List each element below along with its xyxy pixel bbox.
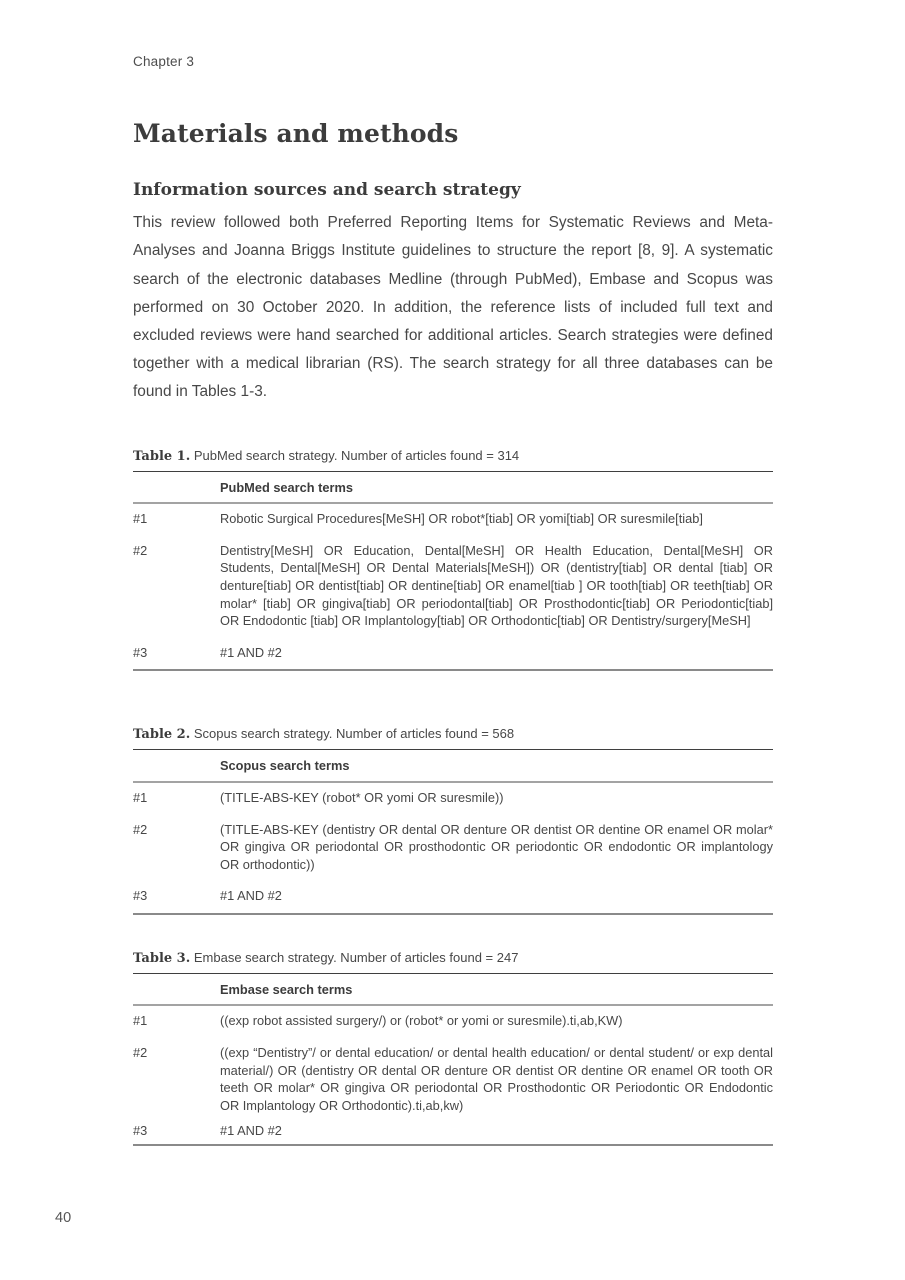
table-row: [133, 782, 773, 815]
id-column-header: [133, 973, 220, 1005]
embase-search-table: [133, 973, 773, 1146]
table-row: [133, 815, 773, 882]
table-1-block: [133, 448, 773, 672]
table-3-caption-text: Embase search strategy. Number of articles found = 247: [193, 949, 519, 965]
chapter-label: Chapter 3: [133, 54, 195, 69]
row-id: #1: [133, 1013, 148, 1029]
row-terms: ((exp “Dentistry”/ or dental education/ or dental health education/ or dental student/ or exp dental material/) OR (dentistry OR dental OR denture OR dentist OR dentine OR enamel OR tooth OR teeth OR molar* OR gingiva OR periodontal OR Prosthodontic OR Periodontic OR Endodontic OR Implantology OR Orthodontic).ti,ab,kw): [220, 1045, 773, 1113]
pubmed-search-table: [133, 471, 773, 672]
subsection-title: Information sources and search strategy: [133, 179, 521, 200]
table-2-caption: [133, 726, 773, 742]
table-row: [133, 1038, 773, 1122]
table-3-caption: [133, 950, 773, 966]
table-1-caption-text: PubMed search strategy. Number of articles found = 314: [193, 447, 520, 463]
table-2-caption-label: Table 2.: [133, 727, 191, 743]
table-row: [133, 1005, 773, 1038]
page-title: Materials and methods: [133, 119, 459, 148]
id-column-header: [133, 471, 220, 503]
row-terms: (TITLE-ABS-KEY (robot* OR yomi OR suresmile)): [220, 789, 504, 805]
table-header-row: [133, 471, 773, 503]
table-1-column-header: PubMed search terms: [220, 471, 773, 503]
table-2-column-header: Scopus search terms: [220, 750, 773, 782]
row-terms: Robotic Surgical Procedures[MeSH] OR robot*[tiab] OR yomi[tiab] OR suresmile[tiab]: [220, 511, 703, 527]
row-terms: ((exp robot assisted surgery/) or (robot* or yomi or suresmile).ti,ab,KW): [220, 1013, 623, 1029]
page-number: 40: [55, 1210, 72, 1226]
table-header-row: [133, 750, 773, 782]
row-id: #2: [133, 542, 148, 558]
table-1-caption-label: Table 1.: [133, 448, 191, 464]
row-terms: (TITLE-ABS-KEY (dentistry OR dental OR denture OR dentist OR dentine OR enamel OR molar* OR gingiva OR periodontal OR prosthodontic OR periodontic OR endodontic OR implantology OR orthodontic)): [220, 821, 773, 872]
table-row: [133, 1122, 773, 1145]
table-row: [133, 881, 773, 914]
row-id: #2: [133, 821, 148, 837]
row-id: #2: [133, 1045, 148, 1061]
row-terms: Dentistry[MeSH] OR Education, Dental[MeSH] OR Health Education, Dental[MeSH] OR Students, Dental[MeSH] OR Dental Materials[MeSH]) OR (dentistry[tiab] OR dental [tiab] OR denture[tiab] OR dentist[tiab] OR dentine[tiab] OR enamel[tiab ] OR tooth[tiab] OR teeth[tiab] OR molar* [tiab] OR gingiva[tiab] OR periodontal[tiab] OR Prosthodontic[tiab] OR Periodontic[tiab] OR Endodontic [tiab] OR Implantology[tiab] OR Orthodontic[tiab] OR Dentistry/surgery[MeSH]: [220, 542, 773, 629]
table-1-caption: [133, 448, 773, 464]
row-id: #3: [133, 644, 148, 660]
row-id: #3: [133, 1123, 148, 1139]
row-terms: #1 AND #2: [220, 644, 282, 660]
table-3-caption-label: Table 3.: [133, 950, 191, 966]
scopus-search-table: [133, 749, 773, 915]
row-terms: #1 AND #2: [220, 888, 282, 904]
table-3-block: [133, 950, 773, 1146]
page-content: [133, 0, 773, 1146]
row-id: #3: [133, 888, 148, 904]
table-2-block: [133, 726, 773, 915]
id-column-header: [133, 750, 220, 782]
table-row: [133, 638, 773, 671]
table-row: [133, 503, 773, 536]
row-id: #1: [133, 511, 148, 527]
table-2-caption-text: Scopus search strategy. Number of articles found = 568: [193, 726, 515, 742]
table-row: [133, 536, 773, 638]
row-terms: #1 AND #2: [220, 1123, 282, 1139]
table-header-row: [133, 973, 773, 1005]
row-id: #1: [133, 789, 148, 805]
table-3-column-header: Embase search terms: [220, 973, 773, 1005]
body-paragraph: This review followed both Preferred Reporting Items for Systematic Reviews and Meta-Analyses and Joanna Briggs Institute guidelines to structure the report [8, 9]. A systematic search of the electronic databases Medline (through PubMed), Embase and Scopus was performed on 30 October 2020. In addition, the reference lists of included full text and excluded reviews were hand searched for additional articles. Search strategies were defined together with a medical librarian (RS). The search strategy for all three databases can be found in Tables 1-3.: [133, 214, 773, 401]
